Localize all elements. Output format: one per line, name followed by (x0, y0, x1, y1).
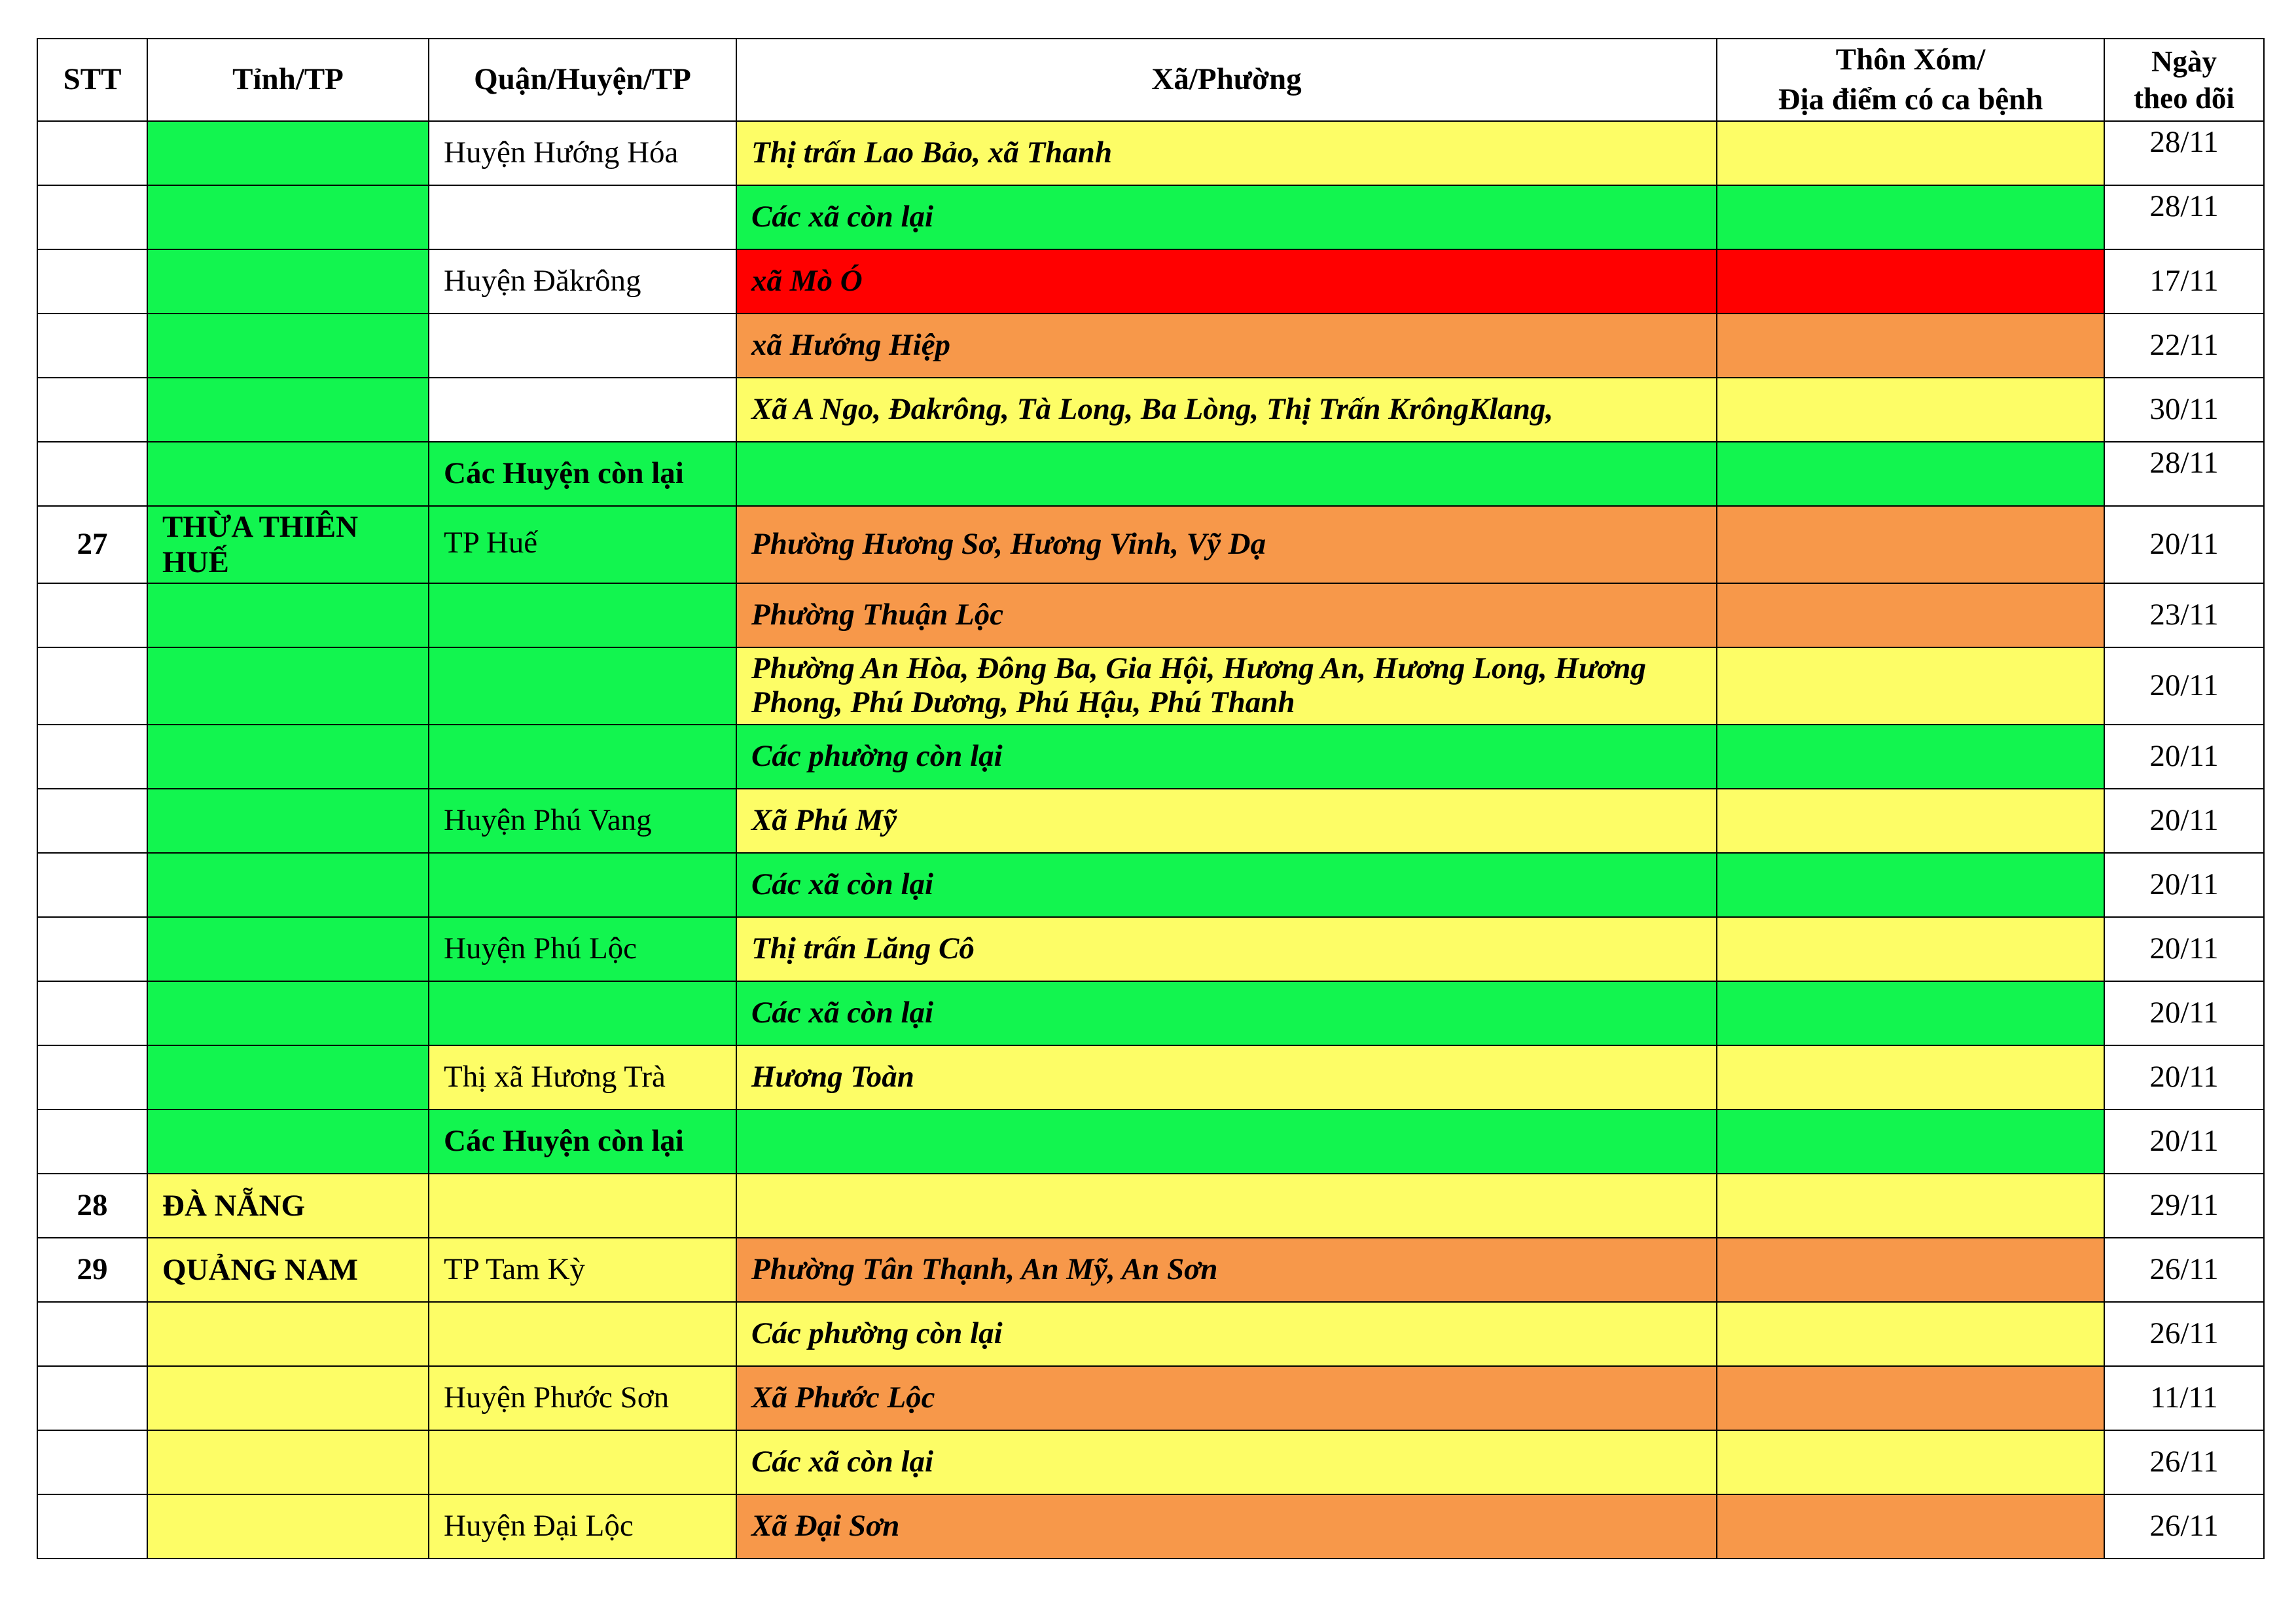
date-cell: 20/11 (2104, 789, 2264, 853)
hamlet-cell (1717, 314, 2104, 378)
date-cell: 28/11 (2104, 185, 2264, 249)
district-cell (429, 1430, 736, 1494)
province-cell (147, 121, 429, 185)
date-cell: 20/11 (2104, 725, 2264, 789)
stt-cell (37, 725, 147, 789)
hamlet-cell (1717, 442, 2104, 506)
ward-cell: Thị trấn Lao Bảo, xã Thanh (736, 121, 1717, 185)
date-cell: 29/11 (2104, 1174, 2264, 1238)
hamlet-cell (1717, 249, 2104, 314)
ward-cell: Xã Phú Mỹ (736, 789, 1717, 853)
table-row (37, 917, 2264, 981)
province-cell: THỪA THIÊN HUẾ (147, 506, 429, 583)
stt-cell (37, 1302, 147, 1366)
stt-cell (37, 647, 147, 725)
table-row (37, 506, 2264, 583)
province-cell (147, 442, 429, 506)
table-row (37, 1494, 2264, 1559)
stt-cell (37, 249, 147, 314)
header-date-line2: theo dõi (2134, 82, 2234, 115)
ward-cell: Thị trấn Lăng Cô (736, 917, 1717, 981)
header-hamlet-line1: Thôn Xóm/ (1835, 42, 1986, 77)
province-cell (147, 1045, 429, 1110)
table-row (37, 725, 2264, 789)
zone-table (37, 38, 2265, 1559)
hamlet-cell (1717, 1366, 2104, 1430)
hamlet-cell (1717, 647, 2104, 725)
date-cell: 23/11 (2104, 583, 2264, 647)
header-ward: Xã/Phường (736, 39, 1717, 121)
province-cell (147, 917, 429, 981)
stt-cell (37, 1366, 147, 1430)
hamlet-cell (1717, 185, 2104, 249)
date-cell: 20/11 (2104, 1110, 2264, 1174)
province-cell (147, 1302, 429, 1366)
ward-cell: Các xã còn lại (736, 185, 1717, 249)
date-cell: 17/11 (2104, 249, 2264, 314)
table-row (37, 185, 2264, 249)
header-date (2104, 39, 2264, 121)
date-cell: 28/11 (2104, 442, 2264, 506)
province-cell: ĐÀ NẴNG (147, 1174, 429, 1238)
date-cell: 22/11 (2104, 314, 2264, 378)
stt-cell (37, 1430, 147, 1494)
stt-cell (37, 442, 147, 506)
district-cell (429, 378, 736, 442)
stt-cell (37, 789, 147, 853)
table-row (37, 1238, 2264, 1302)
province-cell (147, 1366, 429, 1430)
table-row (37, 249, 2264, 314)
table-row (37, 1174, 2264, 1238)
province-cell (147, 725, 429, 789)
province-cell (147, 647, 429, 725)
district-cell (429, 1174, 736, 1238)
header-province: Tỉnh/TP (147, 39, 429, 121)
stt-cell: 29 (37, 1238, 147, 1302)
province-cell (147, 789, 429, 853)
district-cell (429, 981, 736, 1045)
stt-cell (37, 1110, 147, 1174)
province-cell (147, 314, 429, 378)
date-cell: 28/11 (2104, 121, 2264, 185)
date-cell: 26/11 (2104, 1238, 2264, 1302)
date-cell: 26/11 (2104, 1494, 2264, 1559)
date-cell: 30/11 (2104, 378, 2264, 442)
district-cell (429, 185, 736, 249)
stt-cell (37, 853, 147, 917)
stt-cell (37, 583, 147, 647)
ward-cell: xã Mò Ó (736, 249, 1717, 314)
table-row (37, 378, 2264, 442)
district-cell: Thị xã Hương Trà (429, 1045, 736, 1110)
table-row (37, 1045, 2264, 1110)
hamlet-cell (1717, 1110, 2104, 1174)
date-cell: 20/11 (2104, 647, 2264, 725)
ward-cell: Hương Toàn (736, 1045, 1717, 1110)
ward-cell: Phường An Hòa, Đông Ba, Gia Hội, Hương An, Hương Long, Hương Phong, Phú Dương, Phú Hậu, Phú Thanh (736, 647, 1717, 725)
ward-cell: Phường Thuận Lộc (736, 583, 1717, 647)
stt-cell (37, 917, 147, 981)
date-cell: 20/11 (2104, 853, 2264, 917)
hamlet-cell (1717, 1302, 2104, 1366)
province-cell: QUẢNG NAM (147, 1238, 429, 1302)
date-cell: 20/11 (2104, 981, 2264, 1045)
ward-cell: Xã A Ngo, Đakrông, Tà Long, Ba Lòng, Thị Trấn KrôngKlang, (736, 378, 1717, 442)
stt-cell (37, 1494, 147, 1559)
ward-cell: Các xã còn lại (736, 1430, 1717, 1494)
ward-cell: Các phường còn lại (736, 725, 1717, 789)
stt-cell (37, 981, 147, 1045)
hamlet-cell (1717, 1238, 2104, 1302)
header-stt: STT (37, 39, 147, 121)
table-row (37, 1110, 2264, 1174)
hamlet-cell (1717, 917, 2104, 981)
ward-cell: xã Hướng Hiệp (736, 314, 1717, 378)
table-row (37, 314, 2264, 378)
province-cell (147, 1110, 429, 1174)
header-hamlet-line2: Địa điểm có ca bệnh (1778, 82, 2043, 117)
stt-cell: 27 (37, 506, 147, 583)
ward-cell (736, 1110, 1717, 1174)
district-cell: Các Huyện còn lại (429, 1110, 736, 1174)
table-row (37, 853, 2264, 917)
hamlet-cell (1717, 981, 2104, 1045)
hamlet-cell (1717, 1174, 2104, 1238)
hamlet-cell (1717, 1045, 2104, 1110)
table-row (37, 121, 2264, 185)
province-cell (147, 981, 429, 1045)
district-cell: Huyện Hướng Hóa (429, 121, 736, 185)
district-cell (429, 725, 736, 789)
district-cell: Huyện Phú Vang (429, 789, 736, 853)
ward-cell (736, 1174, 1717, 1238)
ward-cell: Các xã còn lại (736, 853, 1717, 917)
province-cell (147, 583, 429, 647)
table-row (37, 981, 2264, 1045)
district-cell (429, 314, 736, 378)
header-date-line1: Ngày (2151, 45, 2217, 78)
hamlet-cell (1717, 789, 2104, 853)
hamlet-cell (1717, 378, 2104, 442)
ward-cell: Phường Tân Thạnh, An Mỹ, An Sơn (736, 1238, 1717, 1302)
date-cell: 26/11 (2104, 1430, 2264, 1494)
table-row (37, 1430, 2264, 1494)
date-cell: 20/11 (2104, 1045, 2264, 1110)
province-cell (147, 1430, 429, 1494)
date-cell: 11/11 (2104, 1366, 2264, 1430)
table-row (37, 789, 2264, 853)
district-cell: Huyện Đại Lộc (429, 1494, 736, 1559)
hamlet-cell (1717, 1430, 2104, 1494)
stt-cell (37, 314, 147, 378)
province-cell (147, 249, 429, 314)
ward-cell (736, 442, 1717, 506)
table-row (37, 647, 2264, 725)
ward-cell: Xã Phước Lộc (736, 1366, 1717, 1430)
header-district: Quận/Huyện/TP (429, 39, 736, 121)
stt-cell (37, 1045, 147, 1110)
hamlet-cell (1717, 506, 2104, 583)
table-row (37, 583, 2264, 647)
table-row (37, 1302, 2264, 1366)
ward-cell: Các phường còn lại (736, 1302, 1717, 1366)
district-cell: Huyện Phú Lộc (429, 917, 736, 981)
district-cell: Các Huyện còn lại (429, 442, 736, 506)
date-cell: 20/11 (2104, 506, 2264, 583)
ward-cell: Phường Hương Sơ, Hương Vinh, Vỹ Dạ (736, 506, 1717, 583)
ward-cell: Các xã còn lại (736, 981, 1717, 1045)
district-cell: Huyện Phước Sơn (429, 1366, 736, 1430)
province-cell (147, 185, 429, 249)
district-cell: TP Huế (429, 506, 736, 583)
district-cell: Huyện Đăkrông (429, 249, 736, 314)
ward-cell: Xã Đại Sơn (736, 1494, 1717, 1559)
table-row (37, 1366, 2264, 1430)
hamlet-cell (1717, 853, 2104, 917)
hamlet-cell (1717, 725, 2104, 789)
header-hamlet (1717, 39, 2104, 121)
stt-cell (37, 185, 147, 249)
hamlet-cell (1717, 583, 2104, 647)
district-cell (429, 583, 736, 647)
stt-cell: 28 (37, 1174, 147, 1238)
date-cell: 26/11 (2104, 1302, 2264, 1366)
header-row (37, 39, 2264, 121)
hamlet-cell (1717, 1494, 2104, 1559)
district-cell (429, 853, 736, 917)
province-cell (147, 1494, 429, 1559)
date-cell: 20/11 (2104, 917, 2264, 981)
table-row (37, 442, 2264, 506)
stt-cell (37, 121, 147, 185)
hamlet-cell (1717, 121, 2104, 185)
stt-cell (37, 378, 147, 442)
district-cell (429, 1302, 736, 1366)
province-cell (147, 378, 429, 442)
district-cell: TP Tam Kỳ (429, 1238, 736, 1302)
province-cell (147, 853, 429, 917)
district-cell (429, 647, 736, 725)
